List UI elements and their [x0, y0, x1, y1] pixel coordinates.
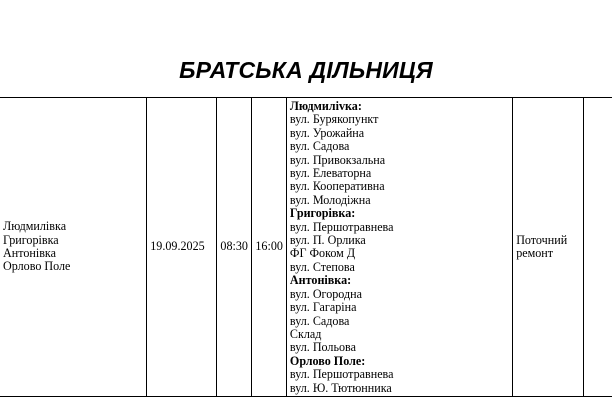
- reason-line: Поточний: [516, 232, 568, 247]
- street-item: вул. Ю. Тютюнника: [289, 380, 392, 395]
- date-cell: [147, 98, 217, 397]
- villages-cell: [0, 98, 147, 397]
- village-heading: Людмиліvка:: [289, 99, 362, 113]
- village-heading: Орлово Поле:: [289, 353, 366, 368]
- reason-cell: [513, 98, 584, 397]
- table-row: [0, 98, 612, 397]
- empty-cell: [583, 98, 612, 397]
- street-item: вул. Урожайна: [289, 125, 365, 140]
- villages-list: [3, 220, 143, 274]
- street-item: вул. Першотравнева: [289, 219, 394, 234]
- village-name: Людмилівка: [3, 219, 67, 234]
- outage-date: 19.09.2025: [150, 239, 205, 254]
- street-item: вул. Степова: [289, 259, 355, 274]
- start-time-cell: [217, 98, 252, 397]
- start-time: 08:30: [220, 239, 248, 254]
- street-item: Склад: [289, 326, 322, 341]
- street-item: вул. Садова: [289, 139, 350, 154]
- streets-list: [290, 100, 509, 395]
- street-item: вул. Привокзальна: [289, 152, 386, 167]
- page-title: БРАТСЬКА ДІЛЬНИЦЯ: [179, 57, 433, 83]
- street-item: вул. Першотравнева: [289, 367, 394, 382]
- village-heading: Антонівка:: [289, 273, 352, 288]
- end-time: 16:00: [255, 239, 283, 254]
- street-item: вул. Садова: [289, 313, 350, 328]
- village-heading: Григорівка:: [289, 206, 356, 221]
- village-name: Григорівка: [3, 232, 59, 247]
- street-item: вул. Польова: [289, 340, 356, 355]
- streets-cell: [286, 98, 512, 397]
- street-item: ФГ Фоком Д: [289, 246, 356, 261]
- reason-line: ремонт: [516, 245, 554, 260]
- street-item: вул. Кооперативна: [289, 179, 385, 194]
- street-item: вул. Елеваторна: [289, 166, 372, 181]
- village-name: Антонівка: [3, 245, 56, 260]
- street-item: вул. Гагаріна: [289, 300, 357, 315]
- street-item: вул. Огородна: [289, 286, 362, 301]
- village-name: Орлово Поле: [3, 259, 71, 274]
- street-item: вул. Молодіжна: [289, 192, 371, 207]
- end-time-cell: [252, 98, 287, 397]
- outage-schedule-table: [0, 97, 612, 397]
- street-item: вул. П. Орлика: [289, 233, 366, 248]
- street-item: вул. Бурякопункт: [289, 112, 379, 127]
